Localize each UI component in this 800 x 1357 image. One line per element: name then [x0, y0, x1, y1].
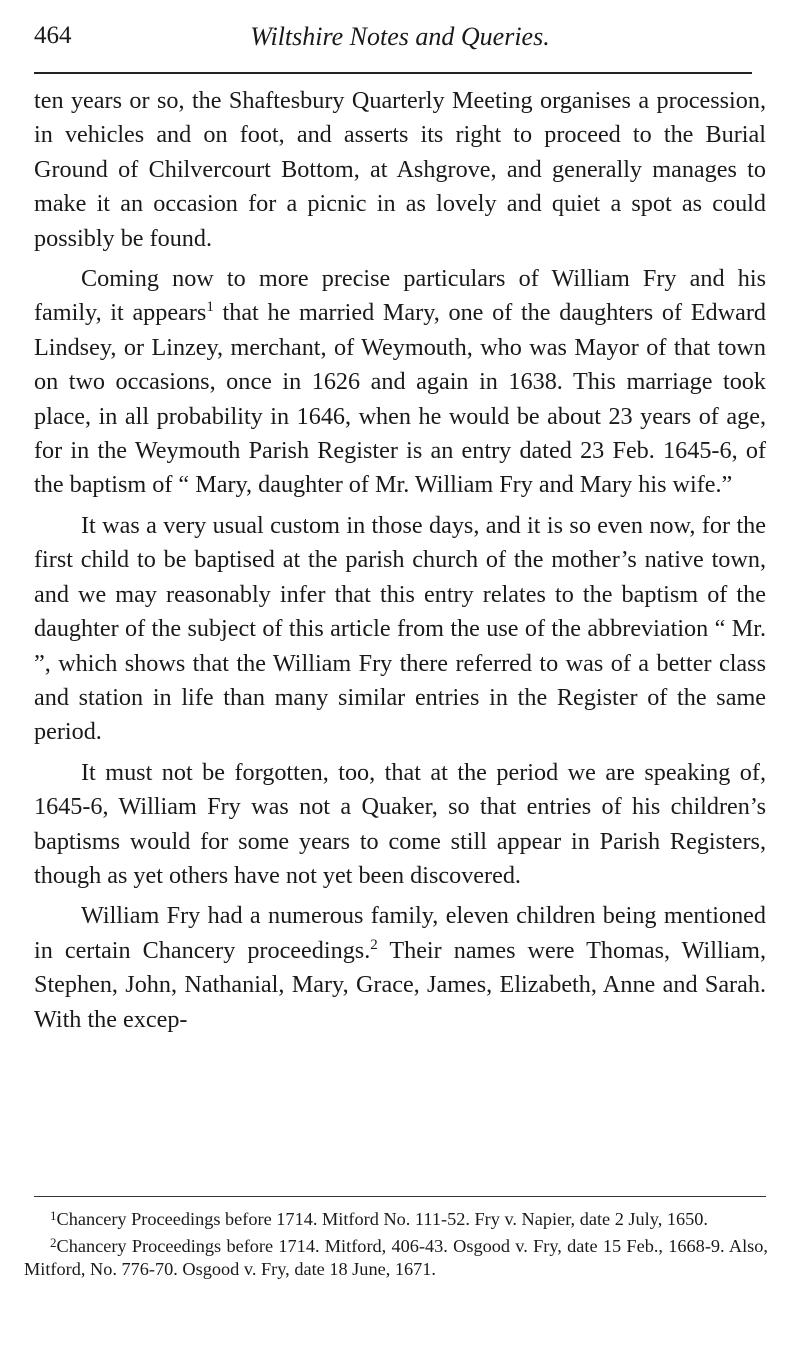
- footnote-2-mark: 2: [50, 1235, 57, 1250]
- paragraph-5: [34, 899, 766, 1037]
- footnotes: [24, 1208, 768, 1285]
- footnote-1: [24, 1208, 768, 1231]
- body-text: [34, 84, 766, 1043]
- paragraph-3: It was a very usual custom in those days, and it is so even now, for the first child to be baptised at the parish church of the mother’s native town, and we may reasonably infer that this entry relates to the baptism of the daughter of the subject of this article from the use of the abbreviation “ Mr. ”, which shows that the William Fry there referred to was of a better class and station in life than many similar entries in the Register of the same period.: [34, 511, 766, 746]
- page-number: 464: [34, 22, 72, 49]
- footnote-ref-2: 2: [370, 936, 378, 953]
- footnote-1-mark: 1: [50, 1208, 57, 1223]
- paragraph-4: It must not be forgotten, too, that at the period we are speaking of, 1645-6, William Fry was not a Quaker, so that entries of his children’s baptisms would for some years to come still appear in Parish Registers, though as yet others have not yet been discovered.: [34, 758, 766, 889]
- paragraph-1: ten years or so, the Shaftesbury Quarterly Meeting organises a procession, in vehicles and on foot, and asserts its right to proceed to the Burial Ground of Chilvercourt Bottom, at Ashgrove, and generally manages to make it an occasion for a picnic in as lovely and quiet a spot as could possibly be found.: [34, 87, 766, 252]
- page-header: [34, 22, 766, 62]
- running-title: Wiltshire Notes and Queries.: [250, 22, 550, 51]
- footnote-2-text: Chancery Proceedings before 1714. Mitford, 406-43. Osgood v. Fry, date 15 Feb., 1668-9. Also, Mitford, No. 776-70. Osgood v. Fry, date 18 June, 1671.: [24, 1236, 768, 1279]
- paragraph-2-text-b: that he married Mary, one of the daughters of Edward Lindsey, or Linzey, merchant, of Weymouth, who was Mayor of that town on two occasions, once in 1626 and again in 1638. This marriage took place, in all probability in 1646, when he would be about 23 years of age, for in the Weymouth Parish Register is an entry dated 23 Feb. 1645-6, of the baptism of “ Mary, daughter of Mr. William Fry and Mary his wife.”: [34, 299, 766, 499]
- footnote-rule: [34, 1196, 766, 1197]
- footnote-ref-1: 1: [206, 299, 214, 316]
- paragraph-2-text-a: Coming now to more precise particulars of William Fry and his family, it appears: [34, 265, 766, 327]
- header-rule: [34, 72, 752, 74]
- paragraph-5-text-a: William Fry had a numerous family, eleven children being mentioned in certain Chancery proceedings.: [34, 902, 766, 964]
- paragraph-2: [34, 262, 766, 503]
- footnote-1-text: Chancery Proceedings before 1714. Mitford No. 111-52. Fry v. Napier, date 2 July, 1650.: [56, 1209, 708, 1229]
- paragraph-5-text-b: Their names were Thomas, William, Stephen, John, Nathanial, Mary, Grace, James, Elizabeth, Anne and Sarah. With the excep-: [34, 936, 766, 1033]
- footnote-2: [24, 1235, 768, 1281]
